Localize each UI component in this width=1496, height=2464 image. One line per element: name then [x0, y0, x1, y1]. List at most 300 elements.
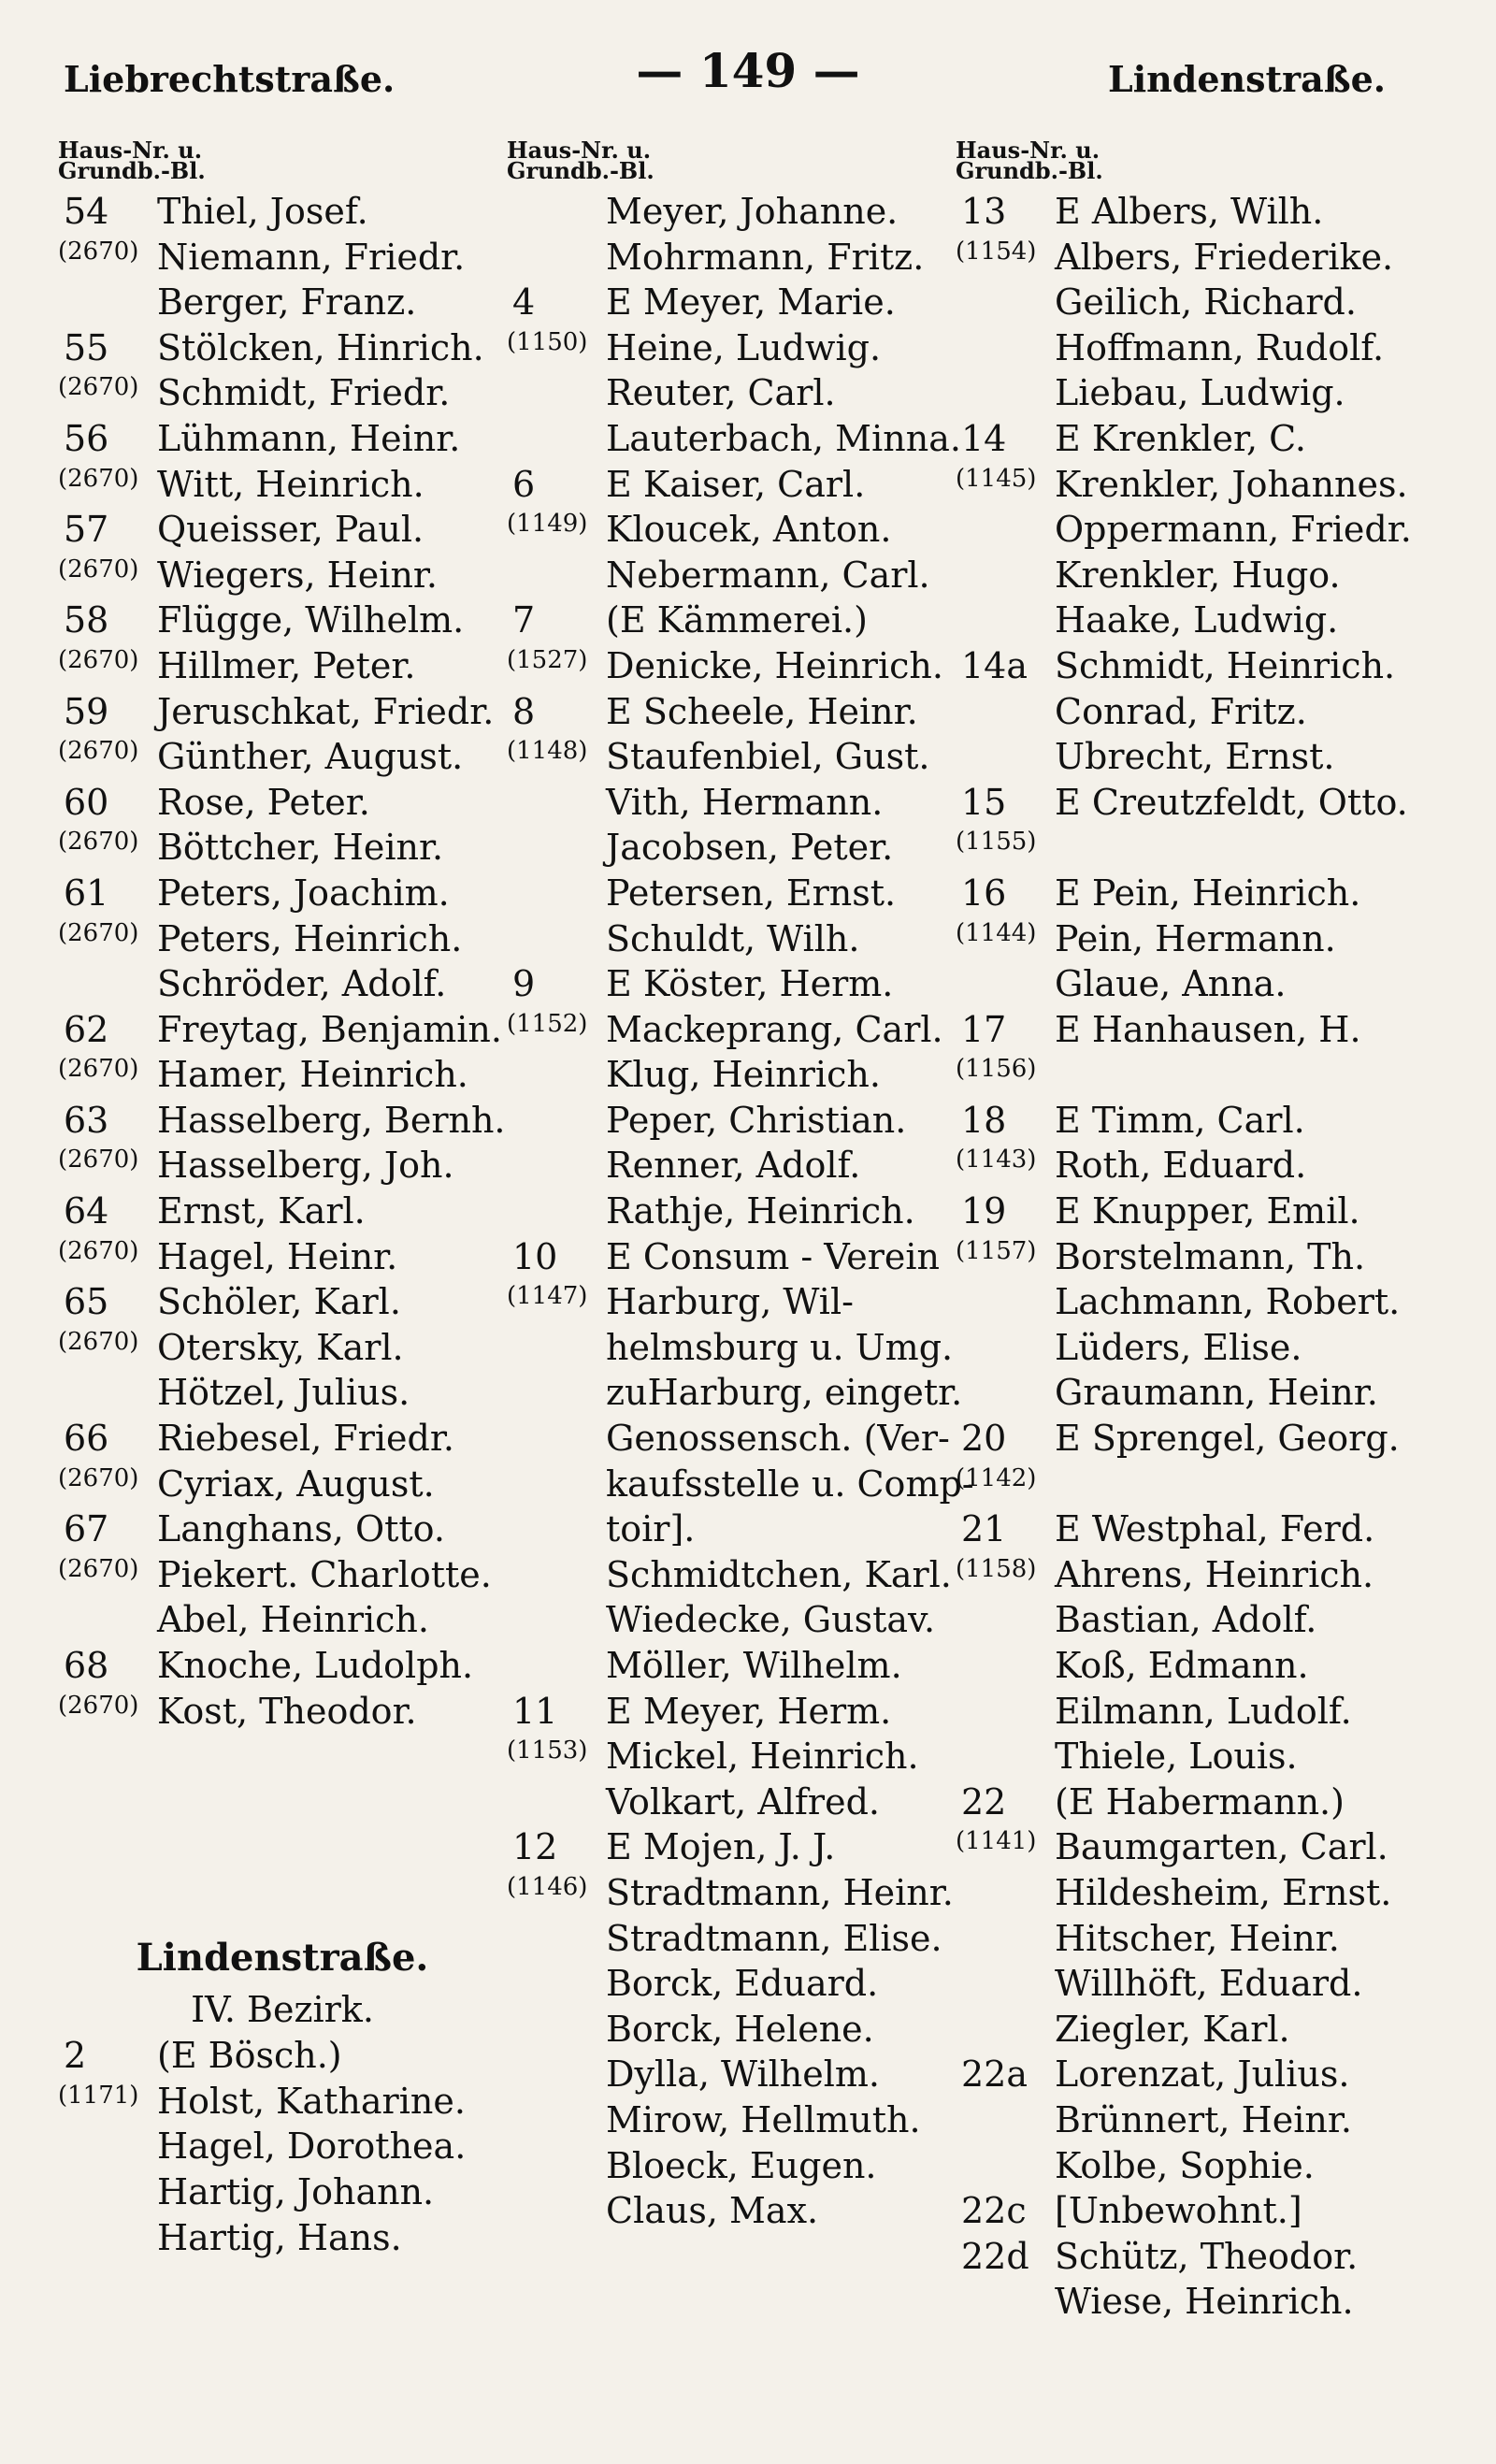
- house-number: 14a: [961, 644, 1028, 686]
- directory-entry: [507, 1780, 956, 1825]
- running-head-right: Lindenstraße.: [1107, 58, 1386, 100]
- page-header: [0, 0, 1496, 112]
- directory-entry: [58, 553, 507, 598]
- column-1b-entries: [58, 2033, 507, 2260]
- resident-name: (E Kämmerei.): [606, 599, 868, 641]
- resident-name: Peters, Heinrich.: [157, 917, 463, 959]
- resident-name: Freytag, Benjamin.: [157, 1008, 502, 1050]
- resident-name: Eilmann, Ludolf.: [1055, 1690, 1352, 1732]
- resident-name: Thiel, Josef.: [157, 191, 368, 232]
- section-title: Lindenstraße.: [136, 1936, 429, 1981]
- directory-entry: [58, 1007, 507, 1053]
- directory-entry: [58, 871, 507, 916]
- resident-name: Stölcken, Hinrich.: [157, 326, 484, 368]
- house-number: 12: [512, 1826, 558, 1868]
- resident-name: Mohrmann, Fritz.: [606, 236, 925, 278]
- house-number: 22c: [961, 2190, 1027, 2232]
- resident-name: Jeruschkat, Friedr.: [157, 690, 495, 732]
- resident-name: Lüders, Elise.: [1055, 1326, 1302, 1368]
- directory-entry: [956, 2234, 1423, 2280]
- resident-name: Hagel, Heinr.: [157, 1235, 398, 1277]
- resident-name: Pein, Hermann.: [1055, 917, 1336, 959]
- directory-entry: [956, 2052, 1423, 2097]
- directory-entry: [507, 780, 956, 826]
- directory-entry: [956, 1961, 1423, 2007]
- directory-entry: [507, 507, 956, 553]
- resident-name: Wiegers, Heinr.: [157, 554, 438, 596]
- resident-name: Cyriax, August.: [157, 1463, 435, 1505]
- directory-entry: [58, 325, 507, 371]
- land-register-number: (2670): [58, 464, 139, 493]
- resident-name: Riebesel, Friedr.: [157, 1418, 454, 1460]
- resident-name: E Knupper, Emil.: [1055, 1190, 1360, 1232]
- resident-name: Denicke, Heinrich.: [606, 644, 943, 686]
- resident-name: E Albers, Wilh.: [1055, 191, 1324, 232]
- resident-name: helmsburg u. Umg.: [606, 1326, 954, 1368]
- land-register-number: (2670): [58, 1146, 139, 1174]
- directory-entry: [956, 280, 1423, 325]
- directory-entry: [507, 2143, 956, 2189]
- directory-entry: [58, 189, 507, 235]
- resident-name: Dylla, Wilhelm.: [606, 2053, 880, 2096]
- house-number: 9: [512, 963, 536, 1005]
- directory-entry: [956, 598, 1423, 643]
- directory-entry: [507, 871, 956, 916]
- directory-entry: [58, 1279, 507, 1325]
- resident-name: Krenkler, Hugo.: [1055, 554, 1341, 596]
- resident-name: Lühmann, Heinr.: [157, 417, 461, 459]
- resident-name: Roth, Eduard.: [1055, 1145, 1307, 1187]
- directory-entry: [58, 1597, 507, 1643]
- directory-entry: [507, 1189, 956, 1234]
- land-register-number: (2670): [58, 555, 139, 584]
- house-number: 55: [64, 326, 109, 368]
- directory-entry: [956, 2097, 1423, 2143]
- directory-entry: [956, 1189, 1423, 1234]
- land-register-number: (1154): [956, 237, 1037, 266]
- directory-entry: [956, 1325, 1423, 1371]
- house-number: 22: [961, 1780, 1007, 1823]
- resident-name: E Scheele, Heinr.: [606, 690, 918, 732]
- directory-entry: [58, 1370, 507, 1416]
- directory-entry: [58, 507, 507, 553]
- resident-name: zuHarburg, eingetr.: [606, 1372, 963, 1414]
- house-number: 61: [64, 872, 109, 914]
- directory-entry: [507, 416, 961, 462]
- resident-name: Otersky, Karl.: [157, 1326, 404, 1368]
- house-number: 58: [64, 599, 109, 641]
- land-register-number: (1141): [956, 1827, 1037, 1856]
- directory-entry: [956, 1824, 1423, 1870]
- directory-entry: [956, 734, 1423, 780]
- resident-name: Schröder, Adolf.: [157, 963, 447, 1005]
- directory-entry: [58, 734, 507, 780]
- land-register-number: (1145): [956, 464, 1037, 493]
- resident-name: Böttcher, Heinr.: [157, 827, 444, 869]
- house-number: 67: [64, 1508, 109, 1550]
- directory-entry: [58, 780, 507, 826]
- directory-entry: [58, 961, 507, 1007]
- directory-entry: [58, 1416, 507, 1462]
- running-head-left: Liebrechtstraße.: [64, 58, 396, 100]
- directory-entry: [956, 1916, 1423, 1962]
- resident-name: Reuter, Carl.: [606, 372, 836, 414]
- resident-name: Borck, Eduard.: [606, 1963, 879, 2005]
- resident-name: Möller, Wilhelm.: [606, 1645, 902, 1686]
- directory-entry: [507, 1325, 956, 1371]
- directory-entry: [956, 2188, 1423, 2234]
- column-2: [507, 137, 974, 2450]
- directory-entry: [507, 734, 956, 780]
- house-number: 16: [961, 872, 1007, 914]
- resident-name: Hagel, Dorothea.: [157, 2125, 467, 2168]
- directory-entry: [58, 598, 507, 643]
- resident-name: Witt, Heinrich.: [157, 463, 424, 505]
- resident-name: Langhans, Otto.: [157, 1508, 445, 1550]
- resident-name: Haake, Ludwig.: [1055, 599, 1339, 641]
- land-register-number: (1147): [507, 1282, 588, 1311]
- directory-entry: [956, 1007, 1423, 1053]
- resident-name: Graumann, Heinr.: [1055, 1372, 1378, 1414]
- resident-name: Peters, Joachim.: [157, 872, 450, 914]
- directory-entry: [956, 643, 1423, 689]
- house-number: 22d: [961, 2235, 1029, 2277]
- directory-entry: [58, 689, 507, 735]
- resident-name: E Meyer, Herm.: [606, 1690, 892, 1732]
- directory-entry: [956, 825, 1423, 871]
- directory-entry: [58, 1689, 507, 1735]
- directory-entry: [58, 2079, 507, 2125]
- resident-name: E Pein, Heinrich.: [1055, 872, 1361, 914]
- resident-name: Ahrens, Heinrich.: [1055, 1553, 1374, 1595]
- directory-entry: [956, 1279, 1423, 1325]
- resident-name: Hillmer, Peter.: [157, 644, 416, 686]
- resident-name: Conrad, Fritz.: [1055, 690, 1307, 732]
- house-number: 59: [64, 690, 109, 732]
- column-header: Haus-Nr. u. Grundb.-Bl.: [58, 137, 206, 184]
- directory-entry: [507, 1506, 956, 1552]
- directory-entry: [956, 871, 1423, 916]
- directory-entry: [58, 1052, 507, 1098]
- directory-entry: [58, 1325, 507, 1371]
- house-number: 4: [512, 281, 536, 324]
- house-number: 22a: [961, 2053, 1028, 2096]
- land-register-number: (2670): [58, 1055, 139, 1084]
- directory-entry: [507, 1824, 956, 1870]
- resident-name: Claus, Max.: [606, 2190, 819, 2232]
- resident-name: Nebermann, Carl.: [606, 554, 930, 596]
- directory-entry: [956, 507, 1423, 553]
- directory-entry: [507, 280, 956, 325]
- resident-name: Mirow, Hellmuth.: [606, 2098, 921, 2140]
- resident-name: Borstelmann, Th.: [1055, 1235, 1366, 1277]
- directory-entry: [507, 1098, 956, 1144]
- directory-entry: [507, 1462, 974, 1507]
- land-register-number: (2670): [58, 828, 139, 857]
- resident-name: Staufenbiel, Gust.: [606, 736, 930, 778]
- resident-name: Stradtmann, Elise.: [606, 1917, 942, 1959]
- column-1-entries: [58, 189, 507, 1734]
- resident-name: E Köster, Herm.: [606, 963, 894, 1005]
- directory-entry: [58, 2215, 507, 2261]
- resident-name: Hoffmann, Rudolf.: [1055, 326, 1385, 368]
- directory-entry: [507, 1143, 956, 1189]
- house-number: 62: [64, 1008, 109, 1050]
- resident-name: Thiele, Louis.: [1055, 1736, 1298, 1778]
- directory-entry: [507, 961, 956, 1007]
- directory-entry: [956, 1462, 1423, 1507]
- resident-name: E Sprengel, Georg.: [1055, 1418, 1400, 1460]
- directory-entry: [956, 780, 1423, 826]
- land-register-number: (2670): [58, 1463, 139, 1492]
- resident-name: Flügge, Wilhelm.: [157, 599, 465, 641]
- resident-name: Piekert. Charlotte.: [157, 1553, 492, 1595]
- resident-name: Koß, Edmann.: [1055, 1645, 1309, 1686]
- directory-entry: [956, 462, 1423, 508]
- resident-name: Renner, Adolf.: [606, 1145, 861, 1187]
- land-register-number: (1143): [956, 1146, 1037, 1174]
- page-number: — 149 —: [636, 43, 860, 98]
- land-register-number: (1156): [956, 1055, 1037, 1084]
- resident-name: Hamer, Heinrich.: [157, 1054, 468, 1096]
- house-number: 20: [961, 1418, 1007, 1460]
- resident-name: E Kaiser, Carl.: [606, 463, 866, 505]
- directory-entry: [507, 1007, 956, 1053]
- directory-entry: [507, 1689, 956, 1735]
- land-register-number: (1144): [956, 918, 1037, 947]
- resident-name: Schmidt, Friedr.: [157, 372, 451, 414]
- directory-entry: [956, 1052, 1423, 1098]
- directory-entry: [507, 189, 956, 235]
- resident-name: Geilich, Richard.: [1055, 281, 1357, 324]
- land-register-number: (2670): [58, 373, 139, 402]
- house-number: 7: [512, 599, 536, 641]
- land-register-number: (1158): [956, 1554, 1037, 1583]
- land-register-number: (1152): [507, 1009, 588, 1038]
- resident-name: Ubrecht, Ernst.: [1055, 736, 1335, 778]
- resident-name: Genossensch. (Ver-: [606, 1418, 950, 1460]
- directory-entry: [507, 1234, 956, 1280]
- resident-name: Berger, Franz.: [157, 281, 417, 324]
- resident-name: E Timm, Carl.: [1055, 1099, 1305, 1141]
- directory-entry: [956, 416, 1423, 462]
- directory-entry: [58, 2124, 507, 2169]
- column-3: [956, 137, 1423, 2450]
- directory-entry: [507, 235, 956, 281]
- directory-entry: [507, 1643, 956, 1689]
- directory-entry: [58, 416, 507, 462]
- column-header: Haus-Nr. u. Grundb.-Bl.: [956, 137, 1103, 184]
- directory-entry: [956, 1689, 1423, 1735]
- house-number: 15: [961, 781, 1007, 823]
- directory-entry: [956, 1098, 1423, 1144]
- resident-name: kaufsstelle u. Comp-: [606, 1463, 974, 1505]
- resident-name: [Unbewohnt.]: [1055, 2190, 1302, 2232]
- resident-name: Klug, Heinrich.: [606, 1054, 881, 1096]
- resident-name: Hitscher, Heinr.: [1055, 1917, 1340, 1959]
- resident-name: Holst, Katharine.: [157, 2080, 466, 2122]
- column-3-entries: [956, 189, 1423, 2325]
- land-register-number: (1171): [58, 2081, 139, 2110]
- directory-entry: [58, 1143, 507, 1189]
- house-number: 60: [64, 781, 109, 823]
- resident-name: Hasselberg, Bernh.: [157, 1099, 506, 1141]
- directory-entry: [507, 1416, 956, 1462]
- directory-entry: [956, 370, 1423, 416]
- resident-name: Günther, August.: [157, 736, 464, 778]
- column-1: [58, 137, 507, 2450]
- directory-entry: [507, 2007, 956, 2053]
- land-register-number: (2670): [58, 1327, 139, 1356]
- resident-name: Bloeck, Eugen.: [606, 2144, 877, 2186]
- column-header: Haus-Nr. u. Grundb.-Bl.: [507, 137, 654, 184]
- directory-entry: [507, 1279, 956, 1325]
- directory-entry: [507, 689, 956, 735]
- land-register-number: (2670): [58, 237, 139, 266]
- resident-name: Glaue, Anna.: [1055, 963, 1287, 1005]
- resident-name: Oppermann, Friedr.: [1055, 509, 1412, 551]
- directory-entry: [507, 1052, 956, 1098]
- directory-entry: [58, 1506, 507, 1552]
- resident-name: E Mojen, J. J.: [606, 1826, 836, 1868]
- house-number: 18: [961, 1099, 1007, 1141]
- land-register-number: (1146): [507, 1872, 588, 1901]
- house-number: 65: [64, 1281, 109, 1323]
- directory-entry: [58, 280, 507, 325]
- resident-name: Wiese, Heinrich.: [1055, 2281, 1354, 2323]
- resident-name: Peper, Christian.: [606, 1099, 907, 1141]
- resident-name: Petersen, Ernst.: [606, 872, 897, 914]
- resident-name: Rose, Peter.: [157, 781, 370, 823]
- directory-entry: [507, 1552, 956, 1598]
- resident-name: Albers, Friederike.: [1055, 236, 1394, 278]
- resident-name: Ernst, Karl.: [157, 1190, 366, 1232]
- resident-name: (E Habermann.): [1055, 1780, 1345, 1823]
- resident-name: Heine, Ludwig.: [606, 326, 882, 368]
- house-number: 11: [512, 1690, 558, 1732]
- directory-entry: [58, 462, 507, 508]
- resident-name: E Krenkler, C.: [1055, 417, 1306, 459]
- section-subtitle: IV. Bezirk.: [191, 1989, 374, 2031]
- land-register-number: (1527): [507, 645, 588, 674]
- land-register-number: (2670): [58, 737, 139, 766]
- resident-name: Lauterbach, Minna.: [606, 417, 961, 459]
- directory-entry: [956, 2279, 1423, 2325]
- resident-name: Kolbe, Sophie.: [1055, 2144, 1315, 2186]
- directory-entry: [507, 325, 956, 371]
- directory-entry: [956, 1870, 1423, 1916]
- directory-entry: [58, 1098, 507, 1144]
- house-number: 10: [512, 1235, 558, 1277]
- resident-name: Niemann, Friedr.: [157, 236, 466, 278]
- directory-entry: [507, 1597, 956, 1643]
- directory-entry: [58, 2169, 507, 2215]
- resident-name: Abel, Heinrich.: [157, 1599, 429, 1641]
- directory-entry: [956, 2143, 1423, 2189]
- land-register-number: (1157): [956, 1236, 1037, 1265]
- directory-entry: [956, 189, 1423, 235]
- land-register-number: (2670): [58, 645, 139, 674]
- directory-entry: [58, 1643, 507, 1689]
- resident-name: Stradtmann, Heinr.: [606, 1871, 954, 1913]
- resident-name: Jacobsen, Peter.: [606, 827, 894, 869]
- directory-entry: [956, 1597, 1423, 1643]
- land-register-number: (2670): [58, 1236, 139, 1265]
- resident-name: (E Bösch.): [157, 2035, 342, 2077]
- directory-entry: [956, 961, 1423, 1007]
- resident-name: Brünnert, Heinr.: [1055, 2098, 1352, 2140]
- directory-entry: [507, 2052, 956, 2097]
- resident-name: Wiedecke, Gustav.: [606, 1599, 936, 1641]
- directory-entry: [507, 916, 956, 962]
- land-register-number: (2670): [58, 1691, 139, 1720]
- resident-name: Hartig, Johann.: [157, 2170, 435, 2212]
- resident-name: E Creutzfeldt, Otto.: [1055, 781, 1408, 823]
- directory-entry: [956, 689, 1423, 735]
- column-2-entries: [507, 189, 974, 2234]
- land-register-number: (1148): [507, 737, 588, 766]
- resident-name: Hötzel, Julius.: [157, 1372, 410, 1414]
- resident-name: Rathje, Heinrich.: [606, 1190, 915, 1232]
- house-number: 8: [512, 690, 536, 732]
- land-register-number: (1149): [507, 510, 588, 539]
- resident-name: Schöler, Karl.: [157, 1281, 401, 1323]
- directory-entry: [58, 235, 507, 281]
- resident-name: Borck, Helene.: [606, 2008, 874, 2050]
- house-number: 13: [961, 191, 1007, 232]
- resident-name: Harburg, Wil-: [606, 1281, 854, 1323]
- land-register-number: (1155): [956, 828, 1037, 857]
- directory-entry: [507, 462, 956, 508]
- directory-entry: [58, 825, 507, 871]
- resident-name: Willhöft, Eduard.: [1055, 1963, 1363, 2005]
- house-number: 6: [512, 463, 536, 505]
- directory-entry: [58, 1462, 507, 1507]
- house-number: 68: [64, 1645, 109, 1686]
- directory-entry: [58, 1234, 507, 1280]
- resident-name: toir].: [606, 1508, 696, 1550]
- resident-name: Baumgarten, Carl.: [1055, 1826, 1388, 1868]
- directory-entry: [956, 1552, 1423, 1598]
- resident-name: Queisser, Paul.: [157, 509, 424, 551]
- resident-name: Kloucek, Anton.: [606, 509, 892, 551]
- resident-name: Schmidtchen, Karl.: [606, 1553, 952, 1595]
- resident-name: Hartig, Hans.: [157, 2216, 402, 2258]
- resident-name: Meyer, Johanne.: [606, 191, 899, 232]
- directory-entry: [507, 825, 956, 871]
- directory-entry: [956, 1734, 1423, 1780]
- directory-entry: [507, 1916, 956, 1962]
- house-number: 17: [961, 1008, 1007, 1050]
- resident-name: Schmidt, Heinrich.: [1055, 644, 1396, 686]
- directory-entry: [58, 370, 507, 416]
- directory-entry: [58, 643, 507, 689]
- directory-entry: [956, 1370, 1423, 1416]
- directory-entry: [58, 2033, 507, 2079]
- directory-entry: [507, 370, 956, 416]
- resident-name: Lorenzat, Julius.: [1055, 2053, 1350, 2096]
- resident-name: E Westphal, Ferd.: [1055, 1508, 1375, 1550]
- land-register-number: (1150): [507, 327, 588, 356]
- directory-entry: [507, 643, 956, 689]
- resident-name: Liebau, Ludwig.: [1055, 372, 1345, 414]
- land-register-number: (1153): [507, 1736, 588, 1765]
- resident-name: Schütz, Theodor.: [1055, 2235, 1359, 2277]
- land-register-number: (2670): [58, 918, 139, 947]
- house-number: 21: [961, 1508, 1007, 1550]
- resident-name: Hasselberg, Joh.: [157, 1145, 454, 1187]
- house-number: 57: [64, 509, 109, 551]
